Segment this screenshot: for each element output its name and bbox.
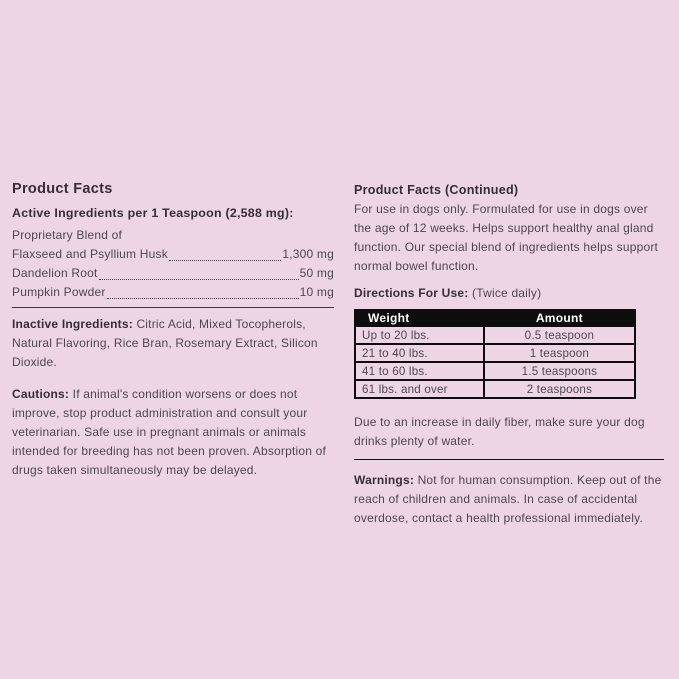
dosage-table-header-row: [355, 310, 635, 326]
dot-leader: [99, 279, 299, 280]
table-row: [355, 344, 635, 362]
table-header-weight: Weight: [355, 310, 484, 326]
inactive-ingredients-paragraph: [12, 315, 334, 372]
section-divider: [354, 459, 664, 460]
ingredient-amount: 50 mg: [299, 266, 334, 280]
ingredient-name: Flaxseed and Psyllium Husk: [12, 247, 168, 261]
cautions-paragraph: [12, 385, 334, 480]
weight-cell: 61 lbs. and over: [355, 380, 484, 398]
blend-intro: Proprietary Blend of: [12, 228, 123, 242]
usage-intro-paragraph: For use in dogs only. Formulated for use in dogs over the age of 12 weeks. Helps support healthy anal gland function. Our special blend of ingredients helps support normal bowel function.: [354, 202, 659, 273]
cautions-text: If animal's condition worsens or does not improve, stop product administration and consult your veterinarian. Safe use in pregnant animals or animals intended for breeding has not been proven. Absorption of drugs taken simultaneously may be delayed.: [12, 387, 327, 477]
dot-leader: [169, 260, 281, 261]
directions-line: [354, 284, 664, 303]
table-header-amount: Amount: [484, 310, 635, 326]
product-facts-panel-right: [354, 181, 664, 528]
ingredient-name: Pumpkin Powder: [12, 285, 106, 299]
warnings-paragraph: [354, 471, 664, 528]
table-row: [355, 326, 635, 344]
amount-cell: 1.5 teaspoons: [484, 362, 635, 380]
weight-cell: 41 to 60 lbs.: [355, 362, 484, 380]
weight-cell: Up to 20 lbs.: [355, 326, 484, 344]
amount-cell: 0.5 teaspoon: [484, 326, 635, 344]
cautions-label: Cautions:: [12, 387, 70, 401]
inactive-ingredients-label: Inactive Ingredients:: [12, 317, 133, 331]
table-row: [355, 362, 635, 380]
ingredient-row: [12, 264, 334, 283]
section-divider: [12, 307, 334, 308]
fiber-note-paragraph: Due to an increase in daily fiber, make sure your dog drinks plenty of water.: [354, 415, 645, 448]
directions-label: Directions For Use:: [354, 286, 469, 300]
ingredient-amount: 1,300 mg: [282, 247, 334, 261]
ingredient-name: Dandelion Root: [12, 266, 98, 280]
ingredient-row: [12, 283, 334, 302]
dosage-table: [354, 309, 636, 399]
warnings-label: Warnings:: [354, 473, 415, 487]
warnings-text: Not for human consumption. Keep out of the reach of children and animals. In case of accidental overdose, contact a health professional immediately.: [354, 473, 662, 525]
continued-title: Product Facts (Continued): [354, 183, 519, 197]
product-facts-panel-left: [12, 181, 334, 480]
amount-cell: 1 teaspoon: [484, 344, 635, 362]
ingredient-amount: 10 mg: [299, 285, 334, 299]
table-row: [355, 380, 635, 398]
weight-cell: 21 to 40 lbs.: [355, 344, 484, 362]
active-ingredients-heading: Active Ingredients per 1 Teaspoon (2,588 mg):: [12, 206, 294, 220]
amount-cell: 2 teaspoons: [484, 380, 635, 398]
panel-title: Product Facts: [12, 181, 113, 197]
ingredient-row: [12, 245, 334, 264]
inactive-ingredients-text: Citric Acid, Mixed Tocopherols, Natural Flavoring, Rice Bran, Rosemary Extract, Silicon Dioxide.: [12, 317, 318, 369]
dot-leader: [107, 298, 299, 299]
directions-note: (Twice daily): [468, 286, 542, 300]
